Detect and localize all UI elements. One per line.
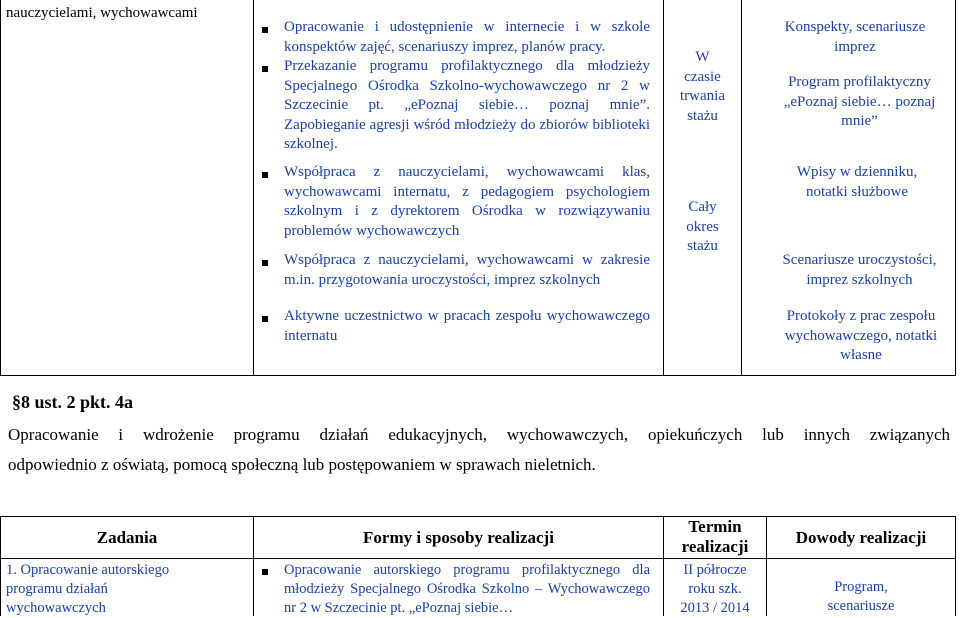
section-heading-text: 8 ust. 2 pkt. 4a: [21, 392, 134, 412]
term-line: roku szk.: [688, 581, 742, 597]
section-icon: §: [12, 392, 21, 412]
bottom-row-form: Opracowanie autorskiego programu profilaktycznego dla młodzieży Specjalnego Ośrodka Szkolno – Wychowawczego nr 2 w Szczecinie pt. „ePoznaj siebie…: [284, 562, 650, 616]
top-row1-time: [664, 48, 741, 126]
bullet-mark: [262, 260, 268, 266]
top-row2-bullet2: Współpraca z nauczycielami, wychowawcami w zakresie m.in. przygotowania uroczystości, imprez szkolnych: [284, 252, 650, 288]
top-row2-time: [664, 198, 741, 257]
bottom-row-evidence: [767, 578, 955, 616]
top-table-bottom-border: [0, 375, 956, 376]
top-row1-bullet1: Opracowanie i udostępnienie w internecie i w szkole konspektów zajęć, scenariuszy imprez, planów pracy.: [284, 19, 650, 55]
time-line: stażu: [687, 238, 718, 254]
section-heading: [12, 392, 133, 413]
top-table-col1-text: nauczycielami, wychowawcami: [6, 5, 198, 21]
section-paragraph-line1: Opracowanie i wdrożenie programu działań edukacyjnych, wychowawczych, opiekuńczych lub innych związanych: [8, 425, 950, 444]
top-row1-evidence2: Program profilaktyczny „ePoznaj siebie… poznaj mnie”: [783, 74, 936, 129]
time-line: W: [695, 49, 710, 65]
term-line: II półrocze: [683, 562, 747, 578]
bottom-table-right-border: [955, 516, 956, 616]
top-row2-evidence2: Scenariusze uroczystości, imprez szkolnych: [782, 252, 937, 288]
bullet-mark: [262, 172, 268, 178]
bottom-row-task: 1. Opracowanie autorskiego programu działań wychowawczych: [6, 562, 170, 616]
time-line: okres: [686, 218, 719, 235]
top-row3-bullet1: Aktywne uczestnictwo w pracach zespołu wychowawczego internatu: [284, 308, 650, 344]
evidence-line: scenariusze: [827, 598, 895, 614]
section-paragraph-line2: odpowiednio z oświatą, pomocą społeczną lub postępowaniem w sprawach nieletnich.: [8, 455, 596, 474]
top-table-divider-3: [741, 0, 742, 376]
time-line: czasie: [684, 68, 721, 85]
time-line: Cały: [688, 199, 717, 215]
term-line: 2013 / 2014: [680, 600, 750, 616]
time-line: stażu: [687, 107, 718, 124]
top-row3-evidence1: Protokoły z prac zespołu wychowawczego, notatki własne: [784, 308, 938, 363]
evidence-line: Program,: [834, 579, 888, 595]
bullet-mark: [262, 569, 268, 575]
header-dowody: Dowody realizacji: [795, 528, 927, 547]
bullet-mark: [262, 316, 268, 322]
top-row2-bullet1: Współpraca z nauczycielami, wychowawcami klas, wychowawcami internatu, z pedagogiem psychologiem szkolnym i z dyrektorem Ośrodka w rozwiązywaniu problemów wychowawczych: [284, 164, 650, 239]
top-table-left-border: [0, 0, 1, 376]
bullet-mark: [262, 27, 268, 33]
top-table-divider-1: [253, 0, 254, 376]
top-row1-bullet2: Przekazanie programu profilaktycznego dla młodzieży Specjalnego Ośrodka Szkolno-wychowawczego nr 2 w Szczecinie pt. „ePoznaj siebie… poznaj mnie”. Zapobieganie agresji wśród młodzieży do zbiorów biblioteki szkolnej.: [284, 58, 650, 152]
top-row2-evidence1: Wpisy w dzienniku, notatki służbowe: [796, 164, 918, 200]
header-termin: Termin realizacji: [681, 517, 749, 556]
header-formy: Formy i sposoby realizacji: [363, 528, 554, 547]
top-row1-evidence1: Konspekty, scenariusze imprez: [784, 19, 926, 55]
bottom-table-top-border: [0, 516, 956, 517]
top-table-right-border: [955, 0, 956, 376]
time-line: trwania: [680, 88, 725, 104]
bottom-row-term: [664, 561, 766, 618]
bottom-table-header-border: [0, 558, 956, 559]
header-zadania: Zadania: [96, 528, 158, 547]
bullet-mark: [262, 66, 268, 72]
